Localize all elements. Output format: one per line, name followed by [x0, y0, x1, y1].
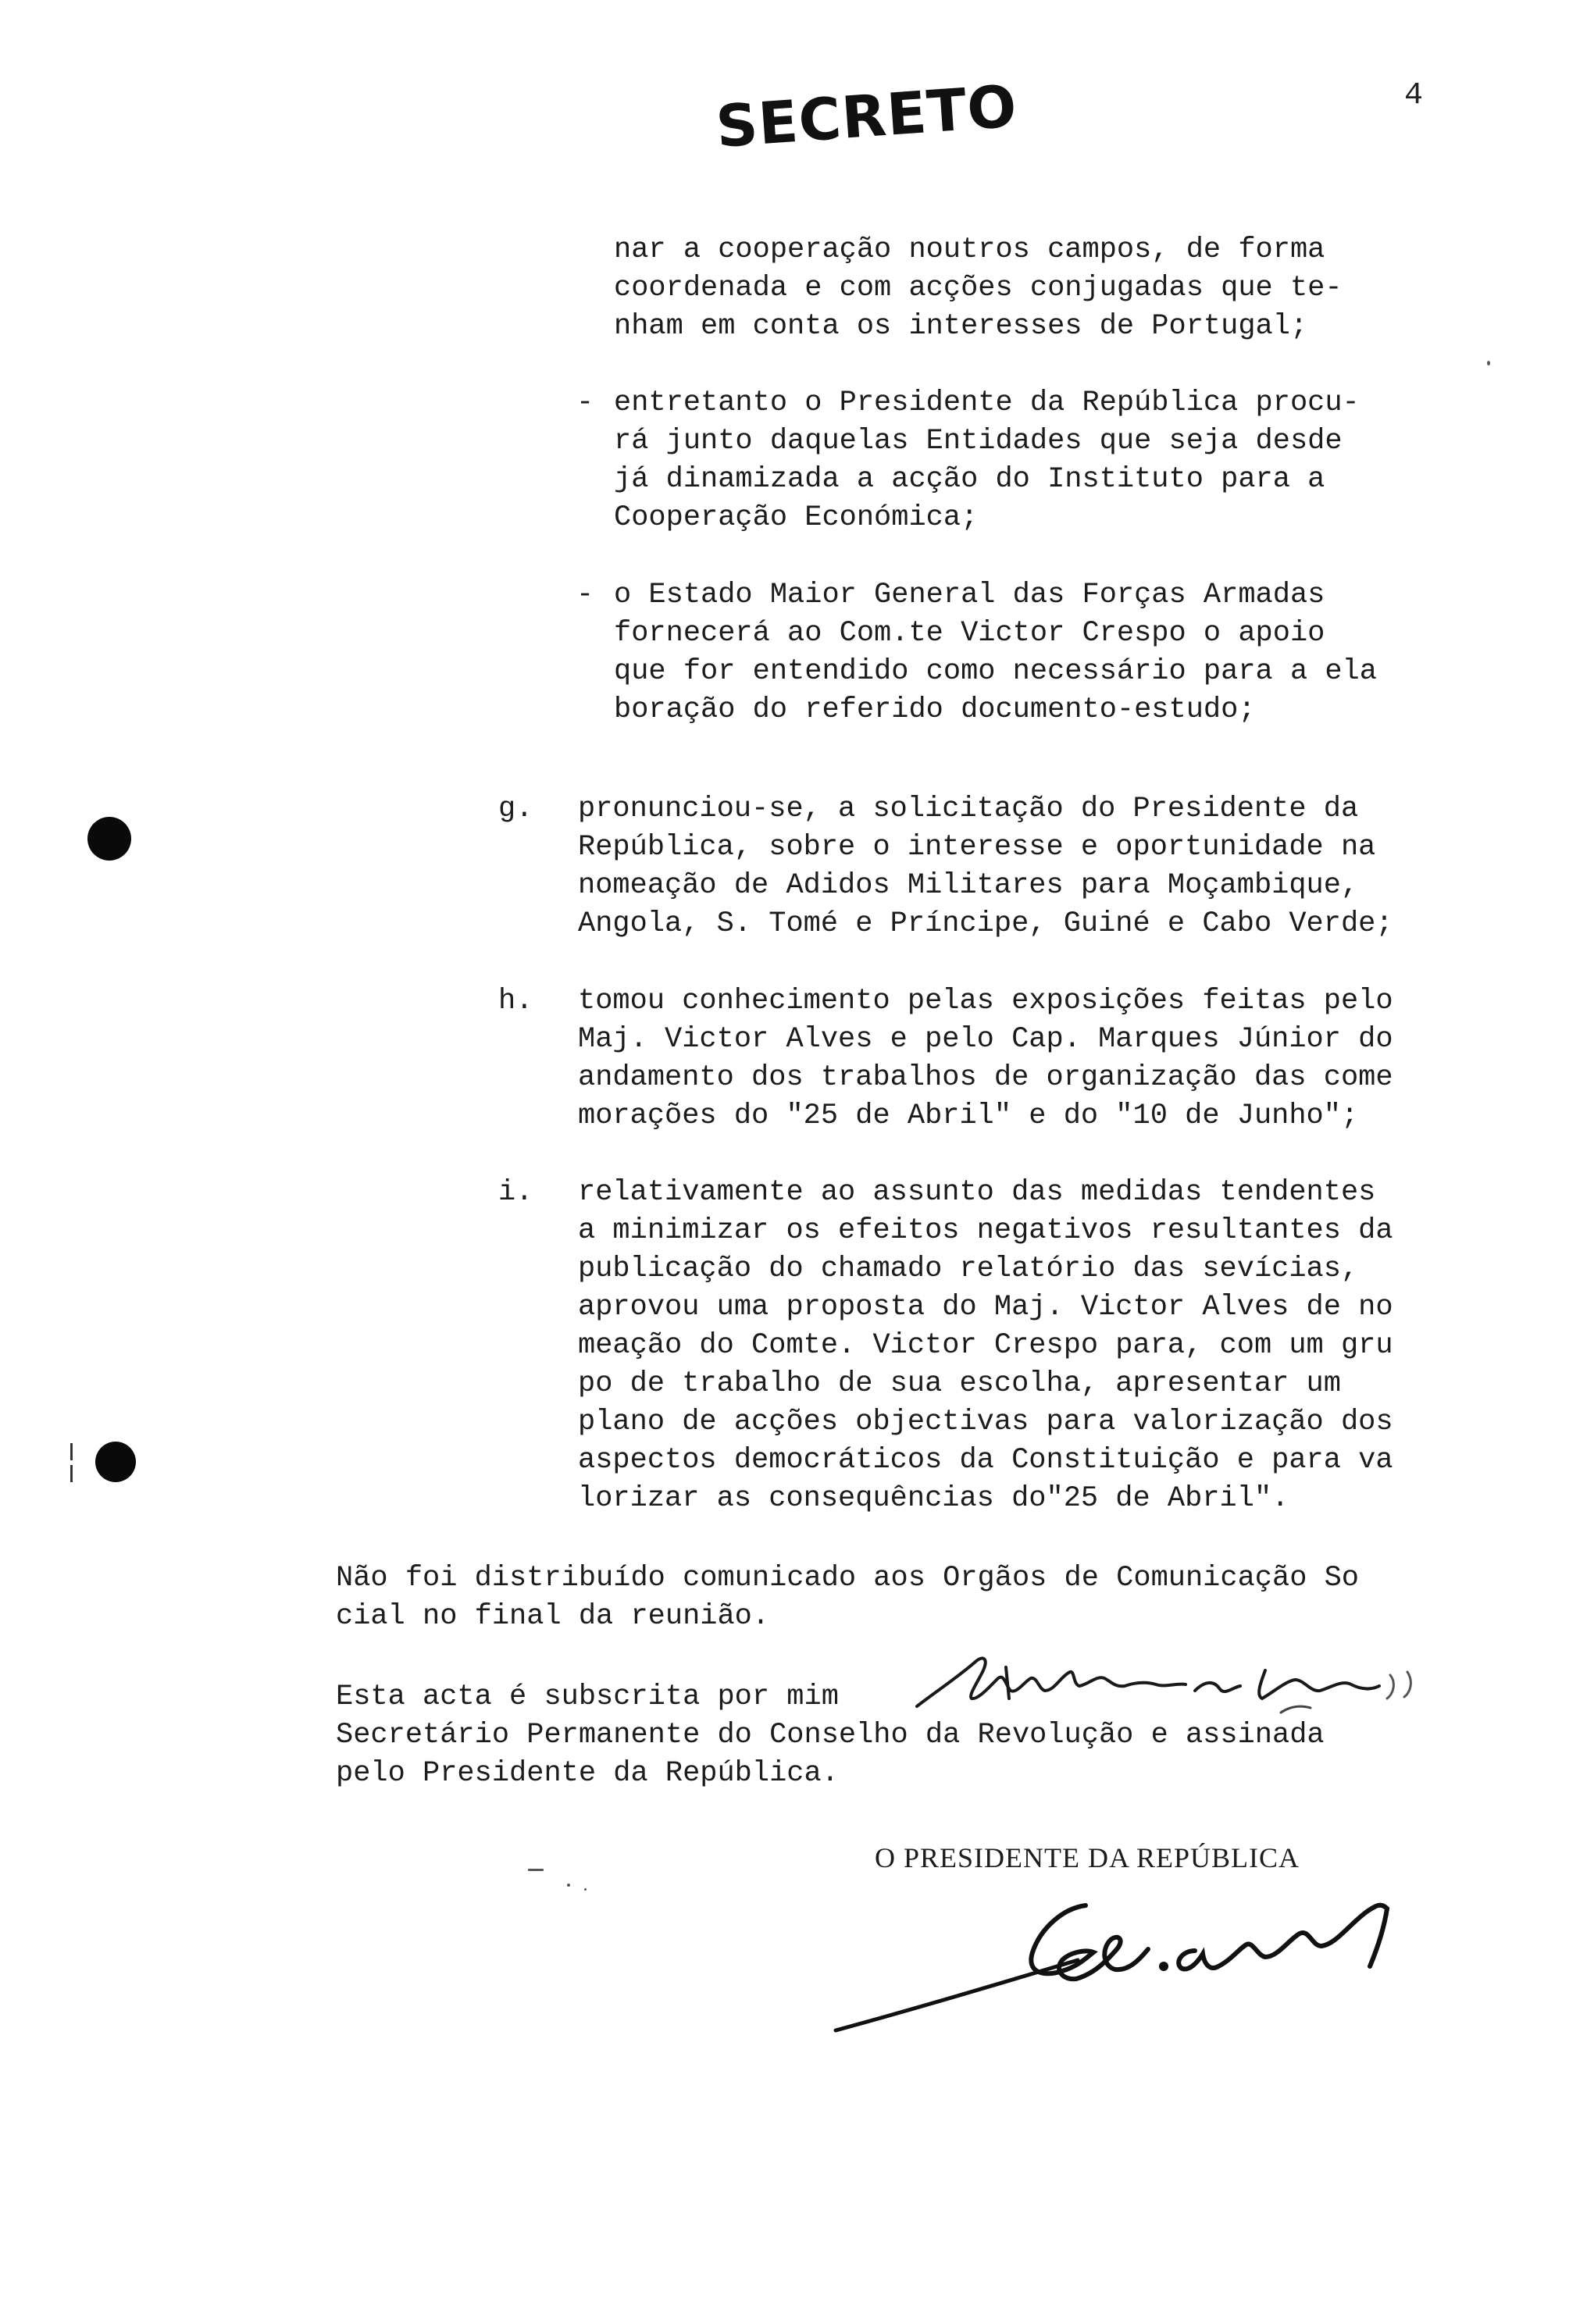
ink-speck	[528, 1869, 544, 1871]
margin-mark	[70, 1443, 73, 1460]
text-line: Maj. Victor Alves e pelo Cap. Marques Júnior do	[578, 1023, 1393, 1056]
text-line: cial no final da reunião.	[336, 1600, 770, 1633]
signatory-title: O PRESIDENTE DA REPÚBLICA	[875, 1842, 1300, 1873]
continuation-paragraph	[614, 231, 1343, 346]
text-line: meação do Comte. Victor Crespo para, com um gru	[578, 1329, 1393, 1362]
text-line: Secretário Permanente do Conselho da Revolução e assinada	[336, 1719, 1325, 1752]
text-line: coordenada e com acções conjugadas que te-	[614, 272, 1343, 305]
president-signature	[828, 1874, 1421, 2054]
text-line: rá junto daquelas Entidades que seja desde	[614, 425, 1343, 458]
text-line: nomeação de Adidos Militares para Moçambique,	[578, 869, 1359, 902]
text-line: lorizar as consequências do"25 de Abril".	[578, 1482, 1289, 1515]
text-line: nham em conta os interesses de Portugal;	[614, 310, 1308, 343]
text-line: Angola, S. Tomé e Príncipe, Guiné e Cabo Verde;	[578, 907, 1393, 940]
bullet-marker: -	[576, 387, 594, 419]
list-item	[578, 982, 1393, 1135]
ink-speck	[1487, 361, 1490, 365]
text-line: que for entendido como necessário para a ela	[614, 655, 1377, 688]
text-line: já dinamizada a acção do Instituto para a	[614, 463, 1325, 496]
text-line: publicação do chamado relatório das sevícias,	[578, 1253, 1359, 1285]
list-item	[578, 1174, 1393, 1518]
text-line: Esta acta é subscrita por mim	[336, 1681, 839, 1713]
text-line: República, sobre o interesse e oportunidade na	[578, 831, 1376, 864]
text-line: Cooperação Económica;	[614, 501, 979, 534]
item-label: g.	[498, 793, 533, 825]
bullet-paragraph	[614, 576, 1377, 729]
text-line: pronunciou-se, a solicitação do Presidente da	[578, 793, 1359, 825]
text-line: boração do referido documento-estudo;	[614, 693, 1256, 726]
text-line: Não foi distribuído comunicado aos Orgãos de Comunicação So	[336, 1562, 1360, 1595]
punch-hole	[95, 1442, 136, 1482]
item-label: i.	[498, 1176, 533, 1209]
punch-hole	[87, 817, 131, 861]
item-label: h.	[498, 985, 533, 1018]
text-line: o Estado Maior General das Forças Armadas	[614, 579, 1325, 611]
page-number: 4	[1404, 78, 1424, 113]
secretary-signature	[914, 1644, 1492, 1730]
text-line: aspectos democráticos da Constituição e para va	[578, 1444, 1393, 1477]
ink-speck	[567, 1884, 570, 1887]
text-line: fornecerá ao Com.te Victor Crespo o apoio	[614, 617, 1325, 650]
bullet-paragraph	[614, 384, 1360, 537]
text-line: relativamente ao assunto das medidas tendentes	[578, 1176, 1376, 1209]
text-line: plano de acções objectivas para valorização dos	[578, 1406, 1393, 1438]
list-item	[578, 790, 1393, 943]
text-line: andamento dos trabalhos de organização das come	[578, 1061, 1393, 1094]
text-line: po de trabalho de sua escolha, apresentar um	[578, 1367, 1341, 1400]
text-line: entretanto o Presidente da República procu-	[614, 387, 1360, 419]
text-line: nar a cooperação noutros campos, de forma	[614, 233, 1325, 266]
text-line: a minimizar os efeitos negativos resultantes da	[578, 1214, 1393, 1247]
text-line: morações do "25 de Abril" e do "10 de Junho";	[578, 1100, 1359, 1132]
text-line: pelo Presidente da República.	[336, 1757, 839, 1790]
text-line: tomou conhecimento pelas exposições feitas pelo	[578, 985, 1393, 1018]
closing-paragraph	[336, 1559, 1359, 1636]
margin-mark	[70, 1465, 73, 1482]
classification-stamp: SECRETO	[714, 73, 1020, 161]
ink-speck	[584, 1888, 587, 1891]
text-line: aprovou uma proposta do Maj. Victor Alves de no	[578, 1291, 1393, 1324]
bullet-marker: -	[576, 579, 594, 611]
